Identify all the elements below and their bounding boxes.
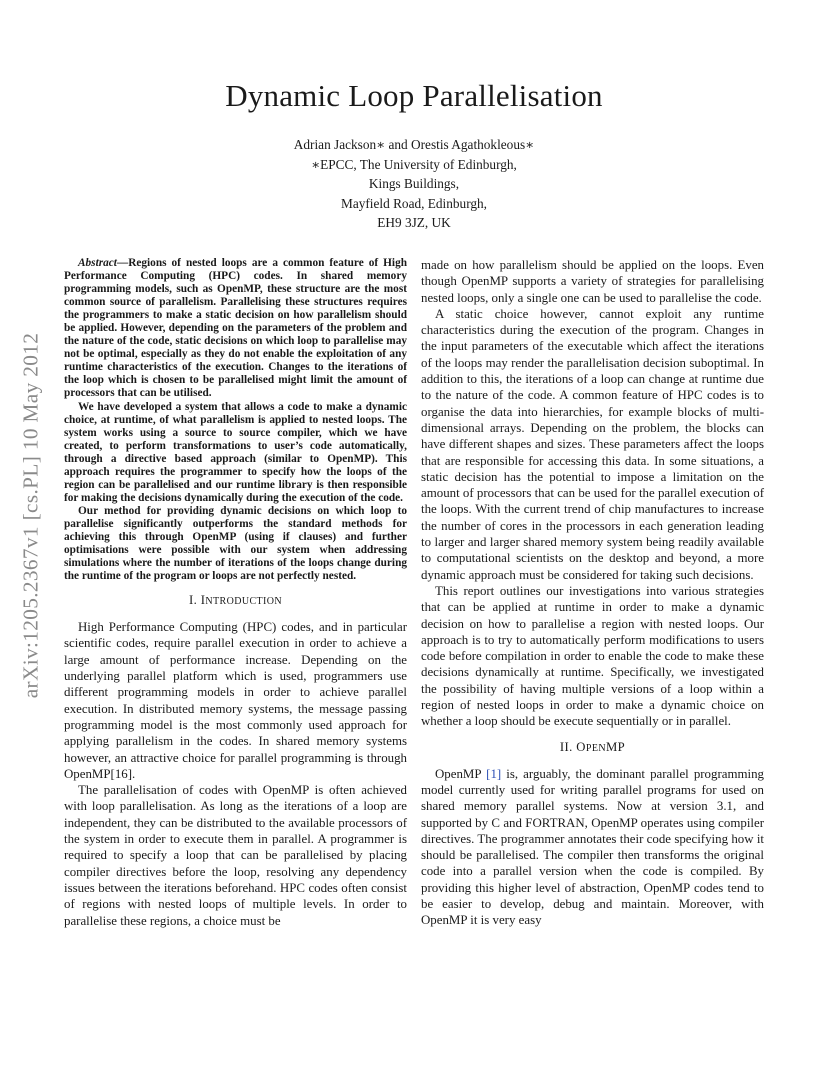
abstract [64,257,407,583]
body-paragraph: A static choice however, cannot exploit any runtime characteristics during the execution of the program. Changes in the input parameters of the executable which affect the iterations of the loops may render the parallelisation decision suboptimal. In addition to this, the iterations of a loop can change at runtime due to the nature of the code. A common feature of HPC codes is to organise the data into hierarchies, for example blocks of multi-dimensional arrays. Depending on the problem, the blocks can have different shapes and sizes. These parameters affect the loops that are responsible for accessing this data. In some situations, a static decision has the potential to impose a limitation on the amount of processors that can be used for the parallel execution of the loops. With the current trend of chip manufactures to increase the number of cores in the processors in each generation leading to larger and larger shared memory system being readily available to computational scientists on the desktop and beyond, a more dynamic approach must be considered for taking such decisions. [421,306,764,582]
body-paragraph: High Performance Computing (HPC) codes, and in particular scientific codes, require parallel execution in order to achieve a large amount of performance increase. Depending on the underlying parallel platform which is used, programmers use different programming models in order to achieve parallel execution. In distributed memory systems, the message passing programming model is the most commonly used approach for applying parallelism in the codes. In shared memory systems however, an attractive choice for parallel programming is through OpenMP[16]. [64,620,407,781]
body-paragraph: This report outlines our investigations into various strategies that can be applied at runtime in order to make a dynamic decision on how to parallelise a region with nested loops. Our approach is to try to automatically perform modifications to users code before compilation in order to enable the code to make these decisions dynamically at runtime. Specifically, we investigated the possibility of having multiple versions of a loop within a region of nested loops in order to make a dynamic choice on whether a loop should be execute sequentially or in parallel. [421,583,764,729]
author-names: Adrian Jackson∗ and Orestis Agathokleous∗ [293,137,535,152]
body-paragraph: The parallelisation of codes with OpenMP is often achieved with loop parallelisation. As long as the iterations of a loop are independent, they can be distributed to the available processors of the system in order to execute them in parallel. A programmer is required to specify a loop that can be parallelised by placing compiler directives before the loop, resolving any dependency issues between the iterations beforehand. HPC codes often consist of regions with nested loops of multiple levels. In order to parallelise these regions, a choice must be [64,783,407,928]
abstract-label: Abstract [78,257,117,269]
affiliation-line: Mayfield Road, Edinburgh, [341,195,487,211]
paper-title: Dynamic Loop Parallelisation [225,78,603,113]
section-title-rest: NTRODUCTION [205,596,283,608]
affiliation-line: ∗EPCC, The University of Edinburgh, [311,156,517,172]
section-title-initial: O [576,739,586,754]
left-column [64,257,407,929]
body-paragraph-continued: made on how parallelism should be applied on the loops. Even though OpenMP supports a variety of strategies for parallelising nested loops, only a single one can be used to parallelise the code. [421,258,764,305]
openmp-text-start: OpenMP [435,766,487,781]
body-paragraph [421,766,764,929]
openmp-text: is, arguably, the dominant parallel programming model currently used for writing parallel programs for used on shared memory parallel systems. Now at version 3.1, and supported by C and FORTRAN, OpenMP operates using compiler directives. The programmer annotates their code specifying how it should be parallelised. The compiler then transforms the original code into a parallel version when the code is compiled. By providing this higher level of abstraction, OpenMP codes tend to be easier to develop, debug and maintain. Moreover, with OpenMP it is very easy [421,766,764,928]
right-column [421,257,764,929]
arxiv-stamp [10,262,52,768]
citation-link[interactable]: [1] [486,766,502,781]
section-title-initial: I [200,593,206,608]
abstract-dash: — [116,257,129,269]
arxiv-identifier: arXiv:1205.2367v1 [cs.PL] 10 May 2012 [18,332,43,698]
section-heading-openmp [421,739,764,757]
author-block [0,135,828,233]
abstract-paragraph: We have developed a system that allows a code to make a dynamic choice, at runtime, of what parallelism is applied to nested loops. The system works using a source to source compiler, which we have created, to perform transformations to user’s code automatically, through a directive based approach (similar to OpenMP). This approach requires the programmer to specify how the loops of the region can be parallelised and our runtime library is then responsible for making the decisions dynamically during the execution of the code. [64,400,407,504]
section-numeral: II. [559,739,577,754]
section-numeral: I. [188,593,201,608]
affiliation-line: Kings Buildings, [368,176,460,191]
section-heading-introduction [64,592,407,610]
section-title-rest: PEN [585,742,606,754]
abstract-paragraph [64,257,407,401]
abstract-text: Regions of nested loops are a common feature of High Performance Computing (HPC) codes. In shared memory programming models, such as OpenMP, these structure are the most common source of parallelism. Parallelising these structures requires the programmers to make a static decision on how parallelism should be applied. However, depending on the parameters of the problem and the nature of the code, static decisions on which loop to parallelise may not be optimal, especially as they do not enable the exploitation of any runtime characteristics of the execution. Changes to the iterations of the loop which is chosen to be parallelised might limit the amount of processors that can be utilised. [64,257,407,400]
section-title-end: MP [605,739,626,754]
affiliation-line: EH9 3JZ, UK [377,215,451,230]
abstract-paragraph: Our method for providing dynamic decisions on which loop to parallelise significantly outperforms the standard methods for achieving this through OpenMP (using if clauses) and further optimisations were possible with our system when addressing simulations where the number of iterations of the loops change during the runtime of the program or loops are not perfectly nested. [64,504,407,583]
